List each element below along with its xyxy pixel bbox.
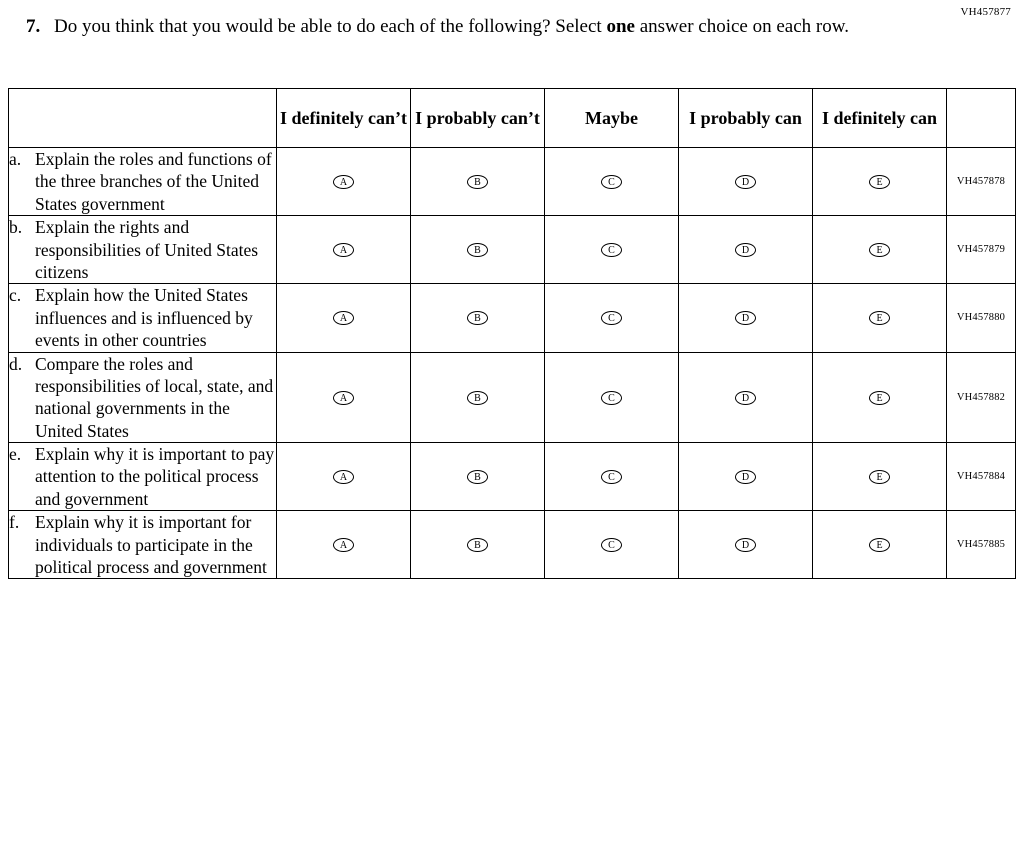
question-stem: [26, 14, 906, 40]
row-stem-d: [9, 352, 277, 443]
row-label-b: Explain the rights and responsibilities of United States citizens: [35, 217, 259, 282]
bubble-a[interactable]: A: [333, 538, 354, 552]
row-letter-c: c.: [9, 285, 22, 306]
bubble-e[interactable]: E: [869, 243, 890, 257]
header-definitely-cant: I definitely can’t: [277, 89, 411, 148]
radio-a-5[interactable]: [813, 148, 947, 216]
bubble-d[interactable]: D: [735, 243, 756, 257]
radio-a-4[interactable]: [679, 148, 813, 216]
bubble-c[interactable]: C: [601, 470, 622, 484]
radio-f-4[interactable]: [679, 511, 813, 579]
radio-d-1[interactable]: [277, 352, 411, 443]
bubble-e[interactable]: E: [869, 391, 890, 405]
bubble-b[interactable]: B: [467, 538, 488, 552]
bubble-b[interactable]: B: [467, 175, 488, 189]
header-definitely-can: I definitely can: [813, 89, 947, 148]
radio-e-3[interactable]: [545, 443, 679, 511]
radio-c-4[interactable]: [679, 284, 813, 352]
bubble-a[interactable]: A: [333, 175, 354, 189]
radio-c-5[interactable]: [813, 284, 947, 352]
header-maybe: Maybe: [545, 89, 679, 148]
radio-f-2[interactable]: [411, 511, 545, 579]
radio-d-3[interactable]: [545, 352, 679, 443]
bubble-c[interactable]: C: [601, 243, 622, 257]
radio-a-2[interactable]: [411, 148, 545, 216]
radio-b-4[interactable]: [679, 216, 813, 284]
bubble-e[interactable]: E: [869, 538, 890, 552]
radio-d-4[interactable]: [679, 352, 813, 443]
bubble-d[interactable]: D: [735, 311, 756, 325]
row-letter-a: a.: [9, 149, 22, 169]
question-number: 7.: [26, 16, 41, 37]
radio-e-5[interactable]: [813, 443, 947, 511]
radio-e-2[interactable]: [411, 443, 545, 511]
radio-f-5[interactable]: [813, 511, 947, 579]
row-letter-d: d.: [9, 353, 23, 374]
question-text: [54, 14, 849, 40]
radio-d-5[interactable]: [813, 352, 947, 443]
row-id-b: VH457879: [947, 216, 1016, 284]
bubble-c[interactable]: C: [601, 175, 622, 189]
bubble-a[interactable]: A: [333, 243, 354, 257]
bubble-c[interactable]: C: [601, 391, 622, 405]
bubble-d[interactable]: D: [735, 538, 756, 552]
table-row: [9, 443, 1016, 511]
radio-f-1[interactable]: [277, 511, 411, 579]
bubble-e[interactable]: E: [869, 175, 890, 189]
bubble-d[interactable]: D: [735, 391, 756, 405]
table-row: [9, 352, 1016, 443]
bubble-d[interactable]: D: [735, 470, 756, 484]
row-id-e: VH457884: [947, 443, 1016, 511]
radio-b-1[interactable]: [277, 216, 411, 284]
row-letter-f: f.: [9, 512, 20, 533]
question-text-part2: answer choice on each row.: [634, 16, 849, 37]
row-label-d: Compare the roles and responsibilities of local, state, and national governments in the United States: [35, 353, 274, 441]
grid-header-row: [9, 89, 1016, 148]
row-stem-b: [9, 216, 277, 284]
row-id-f: VH457885: [947, 511, 1016, 579]
bubble-c[interactable]: C: [601, 311, 622, 325]
bubble-a[interactable]: A: [333, 470, 354, 484]
row-label-f: Explain why it is important for individuals to participate in the political process and government: [35, 512, 267, 578]
bubble-b[interactable]: B: [467, 470, 488, 484]
bubble-b[interactable]: B: [467, 391, 488, 405]
response-grid: [8, 88, 1016, 579]
bubble-e[interactable]: E: [869, 311, 890, 325]
row-id-a: VH457878: [947, 148, 1016, 216]
radio-c-3[interactable]: [545, 284, 679, 352]
bubble-d[interactable]: D: [735, 175, 756, 189]
bubble-a[interactable]: A: [333, 391, 354, 405]
header-probably-cant: I probably can’t: [411, 89, 545, 148]
row-stem-a: [9, 148, 277, 216]
row-stem-f: [9, 511, 277, 579]
header-blank-left: [9, 89, 277, 148]
table-row: [9, 216, 1016, 284]
bubble-b[interactable]: B: [467, 243, 488, 257]
row-stem-c: [9, 284, 277, 352]
radio-b-5[interactable]: [813, 216, 947, 284]
table-row: [9, 284, 1016, 352]
bubble-a[interactable]: A: [333, 311, 354, 325]
bubble-c[interactable]: C: [601, 538, 622, 552]
header-blank-right: [947, 89, 1016, 148]
bubble-e[interactable]: E: [869, 470, 890, 484]
table-row: [9, 148, 1016, 216]
bubble-b[interactable]: B: [467, 311, 488, 325]
row-letter-b: b.: [9, 217, 23, 238]
row-id-d: VH457882: [947, 352, 1016, 443]
radio-e-4[interactable]: [679, 443, 813, 511]
row-stem-e: [9, 443, 277, 511]
radio-c-1[interactable]: [277, 284, 411, 352]
page-item-id: VH457877: [960, 6, 1011, 18]
response-grid-container: [8, 88, 1011, 579]
radio-d-2[interactable]: [411, 352, 545, 443]
row-label-a: Explain the roles and functions of the three branches of the United States government: [35, 149, 272, 214]
table-row: [9, 511, 1016, 579]
question-text-part1: Do you think that you would be able to do each of the following? Select: [54, 16, 607, 37]
row-label-c: Explain how the United States influences and is influenced by events in other countries: [35, 285, 253, 351]
radio-f-3[interactable]: [545, 511, 679, 579]
header-probably-can: I probably can: [679, 89, 813, 148]
radio-c-2[interactable]: [411, 284, 545, 352]
radio-a-3[interactable]: [545, 148, 679, 216]
radio-e-1[interactable]: [277, 443, 411, 511]
radio-a-1[interactable]: [277, 148, 411, 216]
row-label-e: Explain why it is important to pay attention to the political process and government: [35, 444, 275, 509]
radio-b-2[interactable]: [411, 216, 545, 284]
radio-b-3[interactable]: [545, 216, 679, 284]
question-text-emphasis: one: [606, 16, 635, 37]
row-id-c: VH457880: [947, 284, 1016, 352]
row-letter-e: e.: [9, 444, 22, 465]
